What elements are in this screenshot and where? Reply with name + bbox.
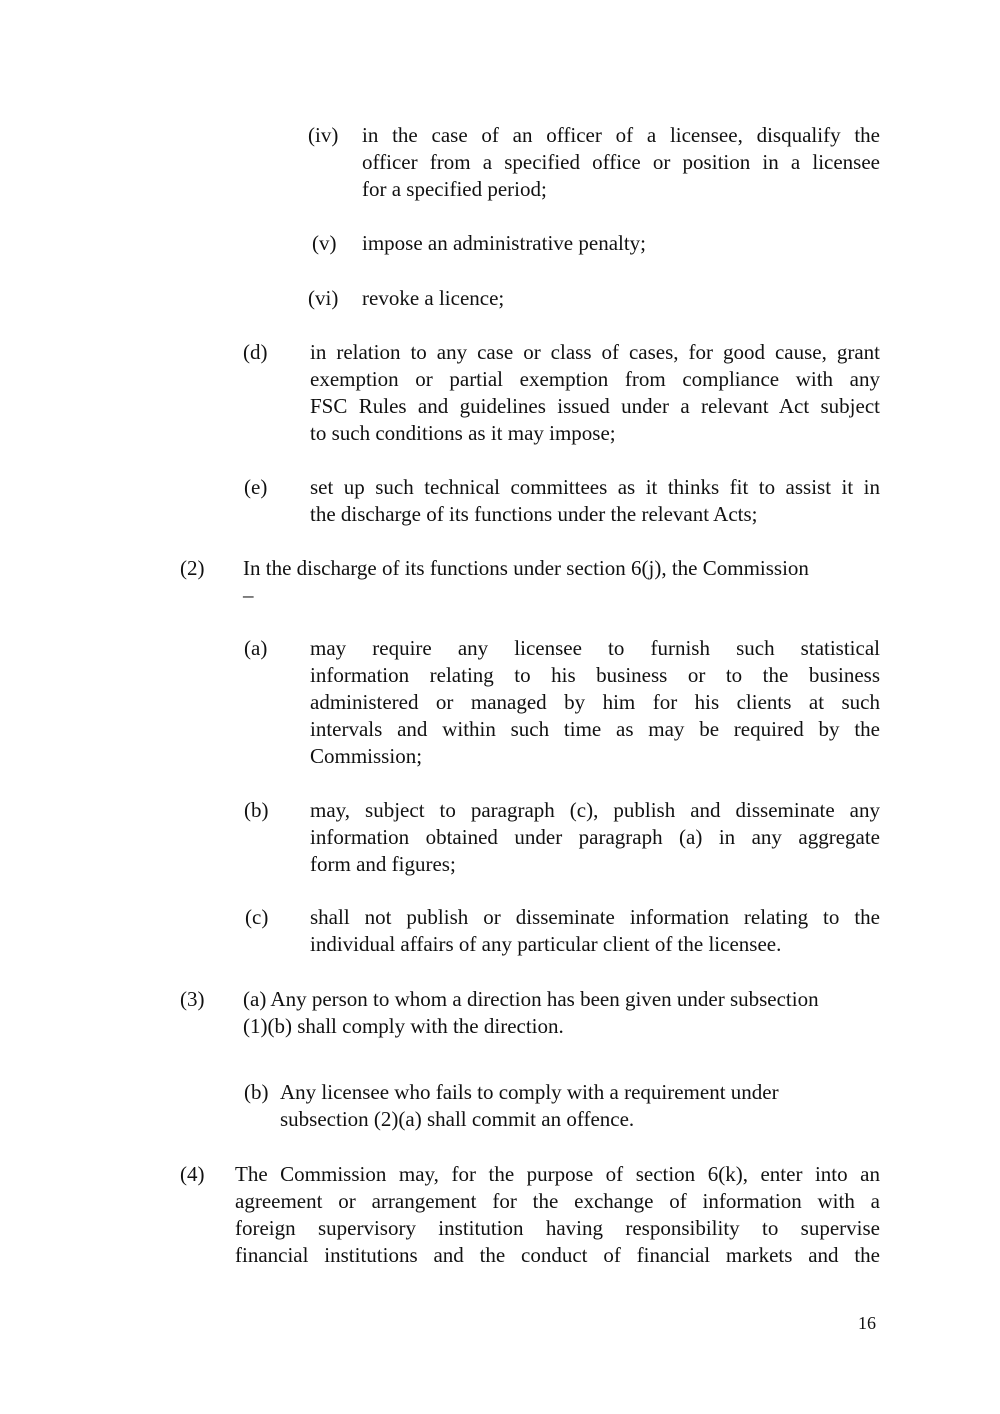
item-v-label: (v) bbox=[312, 231, 337, 255]
sub2-c-text bbox=[310, 904, 880, 958]
sub3-a-line-2: (1)(b) shall comply with the direction. bbox=[243, 1014, 564, 1038]
sub4-line-3: foreign supervisory institution having responsibility to supervise bbox=[235, 1216, 880, 1240]
item-e-line-2: the discharge of its functions under the relevant Acts; bbox=[310, 502, 758, 526]
item-d-line-2: exemption or partial exemption from compliance with any bbox=[310, 367, 880, 391]
sub2-b-line-1: may, subject to paragraph (c), publish and disseminate any bbox=[310, 798, 880, 822]
subsection-2-label: (2) bbox=[180, 556, 205, 580]
subsection-2-intro-line: In the discharge of its functions under section 6(j), the Commission bbox=[243, 556, 809, 580]
sub2-a-label: (a) bbox=[244, 636, 268, 660]
sub2-a-text bbox=[310, 635, 880, 770]
sub2-a-line-5: Commission; bbox=[310, 744, 423, 768]
item-vi-label: (vi) bbox=[308, 286, 339, 310]
sub4-line-1: The Commission may, for the purpose of section 6(k), enter into an bbox=[235, 1162, 880, 1186]
item-d-line-4: to such conditions as it may impose; bbox=[310, 421, 616, 445]
sub2-b-line-2: information obtained under paragraph (a) in any aggregate bbox=[310, 825, 880, 849]
sub3-b-line-1: Any licensee who fails to comply with a requirement under bbox=[280, 1080, 779, 1104]
item-iv-text bbox=[362, 122, 880, 203]
subsection-3-a-text bbox=[243, 986, 883, 1040]
sub2-b-label: (b) bbox=[244, 798, 269, 822]
subsection-4-text bbox=[235, 1161, 880, 1269]
sub2-c-line-2: individual affairs of any particular client of the licensee. bbox=[310, 932, 782, 956]
subsection-3-label: (3) bbox=[180, 987, 205, 1011]
sub2-c-line-1: shall not publish or disseminate information relating to the bbox=[310, 905, 880, 929]
item-iv-label: (iv) bbox=[308, 123, 339, 147]
subsection-2-intro bbox=[243, 555, 888, 609]
item-iv-line-2: officer from a specified office or position in a licensee bbox=[362, 150, 880, 174]
sub4-line-4: financial institutions and the conduct of financial markets and the bbox=[235, 1243, 880, 1267]
sub3-b-line-2: subsection (2)(a) shall commit an offence. bbox=[280, 1107, 635, 1131]
item-e-text bbox=[310, 474, 880, 528]
item-d-text bbox=[310, 339, 880, 447]
item-d-line-1: in relation to any case or class of cases, for good cause, grant bbox=[310, 340, 880, 364]
item-e-label: (e) bbox=[244, 475, 268, 499]
sub2-a-line-1: may require any licensee to furnish such statistical bbox=[310, 636, 880, 660]
sub2-b-text bbox=[310, 797, 880, 878]
sub2-a-line-3: administered or managed by him for his clients at such bbox=[310, 690, 880, 714]
item-v-text: impose an administrative penalty; bbox=[362, 231, 647, 255]
sub2-a-line-4: intervals and within such time as may be required by the bbox=[310, 717, 880, 741]
sub3-b-label: (b) bbox=[244, 1080, 269, 1104]
sub2-b-line-3: form and figures; bbox=[310, 852, 456, 876]
sub3-a-line-1: (a) Any person to whom a direction has been given under subsection bbox=[243, 987, 819, 1011]
sub4-line-2: agreement or arrangement for the exchange of information with a bbox=[235, 1189, 880, 1213]
sub2-a-line-2: information relating to his business or to the business bbox=[310, 663, 880, 687]
item-d-label: (d) bbox=[243, 340, 268, 364]
item-iv-line-3: for a specified period; bbox=[362, 177, 547, 201]
page-number: 16 bbox=[858, 1313, 876, 1333]
sub2-c-label: (c) bbox=[245, 905, 269, 929]
item-vi-text: revoke a licence; bbox=[362, 286, 505, 310]
subsection-4-label: (4) bbox=[180, 1162, 205, 1186]
item-e-line-1: set up such technical committees as it thinks fit to assist it in bbox=[310, 475, 880, 499]
item-iv-line-1: in the case of an officer of a licensee, disqualify the bbox=[362, 123, 880, 147]
sub3-b-text bbox=[280, 1079, 880, 1133]
subsection-2-dash: – bbox=[243, 583, 254, 607]
item-d-line-3: FSC Rules and guidelines issued under a relevant Act subject bbox=[310, 394, 880, 418]
